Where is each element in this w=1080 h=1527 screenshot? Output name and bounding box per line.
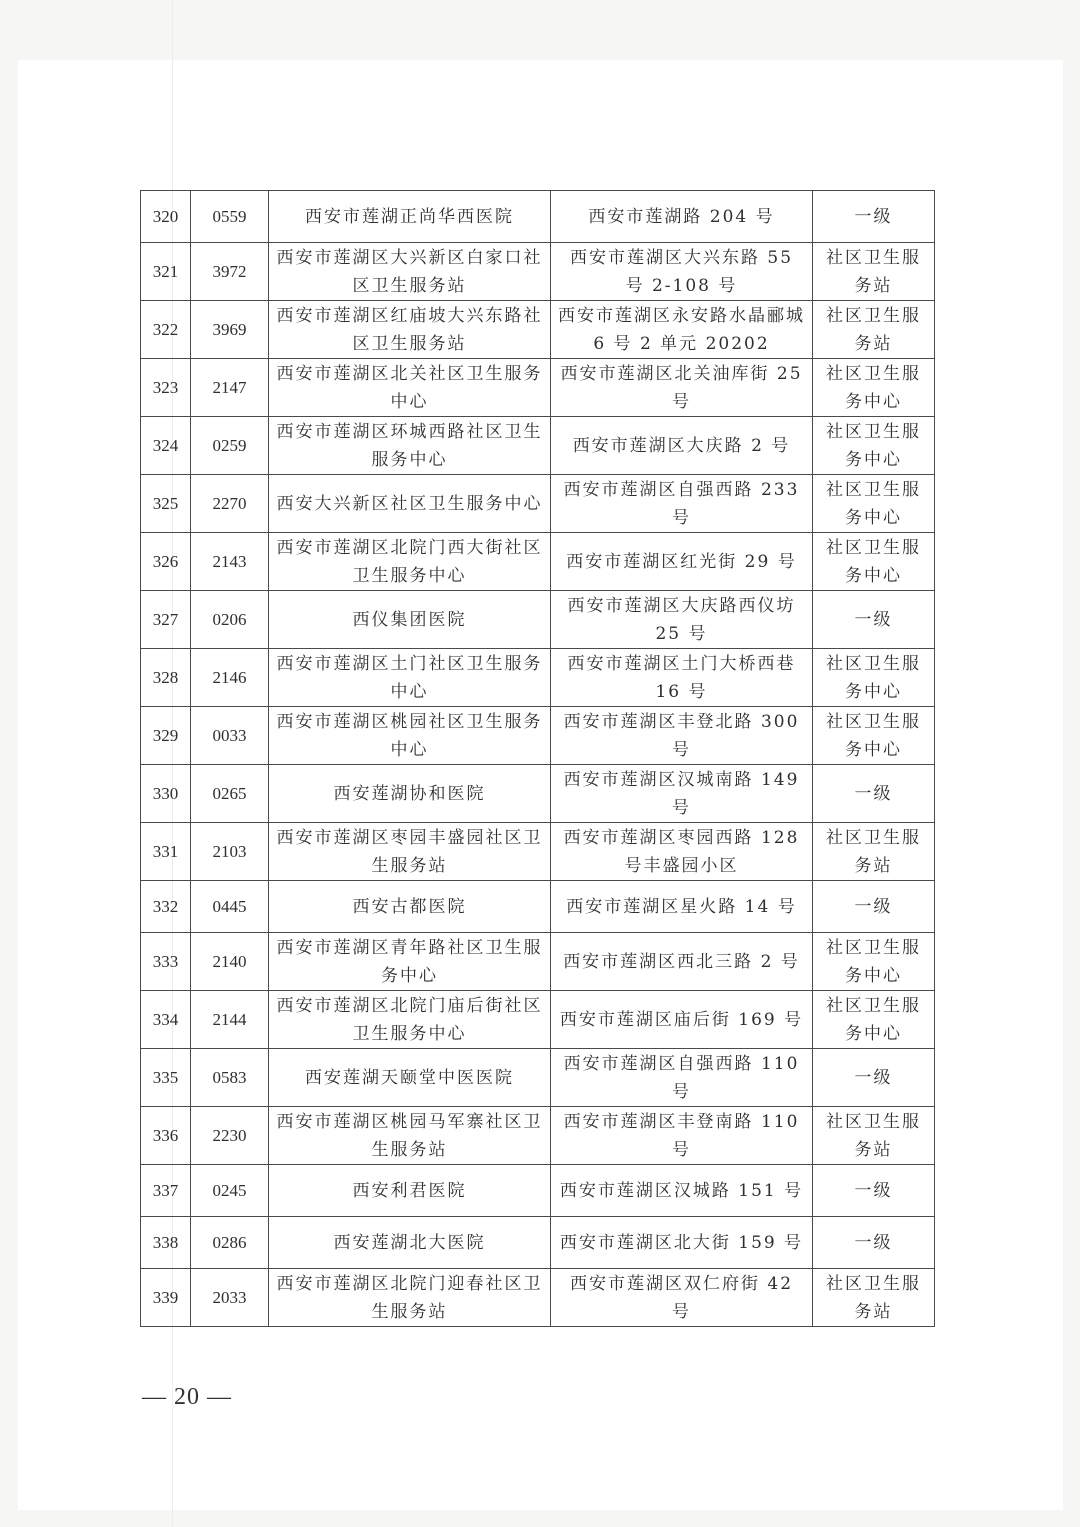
address-cell: 西安市莲湖区自强西路 233 号 — [551, 475, 813, 533]
table-row — [141, 765, 935, 823]
name-cell: 西安古都医院 — [269, 881, 551, 933]
code-cell: 0033 — [191, 707, 269, 765]
seq-cell: 323 — [141, 359, 191, 417]
name-cell: 西安市莲湖区土门社区卫生服务中心 — [269, 649, 551, 707]
name-cell: 西安莲湖协和医院 — [269, 765, 551, 823]
address-cell: 西安市莲湖区大庆路 2 号 — [551, 417, 813, 475]
address-cell: 西安市莲湖区庙后街 169 号 — [551, 991, 813, 1049]
level-cell: 一级 — [813, 881, 935, 933]
name-cell: 西安市莲湖区桃园社区卫生服务中心 — [269, 707, 551, 765]
level-cell: 社区卫生服务中心 — [813, 417, 935, 475]
table-row — [141, 243, 935, 301]
seq-cell: 337 — [141, 1165, 191, 1217]
address-cell: 西安市莲湖区汉城南路 149 号 — [551, 765, 813, 823]
seq-cell: 332 — [141, 881, 191, 933]
table-row — [141, 475, 935, 533]
seq-cell: 335 — [141, 1049, 191, 1107]
seq-cell: 322 — [141, 301, 191, 359]
seq-cell: 328 — [141, 649, 191, 707]
level-cell: 一级 — [813, 1165, 935, 1217]
address-cell: 西安市莲湖区双仁府街 42 号 — [551, 1269, 813, 1327]
address-cell: 西安市莲湖区星火路 14 号 — [551, 881, 813, 933]
level-cell: 社区卫生服务中心 — [813, 533, 935, 591]
address-cell: 西安市莲湖区自强西路 110 号 — [551, 1049, 813, 1107]
address-cell: 西安市莲湖区枣园西路 128 号丰盛园小区 — [551, 823, 813, 881]
code-cell: 3969 — [191, 301, 269, 359]
code-cell: 2230 — [191, 1107, 269, 1165]
name-cell: 西安莲湖天颐堂中医医院 — [269, 1049, 551, 1107]
seq-cell: 324 — [141, 417, 191, 475]
code-cell: 3972 — [191, 243, 269, 301]
name-cell: 西安市莲湖区北院门迎春社区卫生服务站 — [269, 1269, 551, 1327]
table-row — [141, 533, 935, 591]
code-cell: 0245 — [191, 1165, 269, 1217]
table-row — [141, 823, 935, 881]
code-cell: 0286 — [191, 1217, 269, 1269]
address-cell: 西安市莲湖区永安路水晶郦城 6 号 2 单元 20202 — [551, 301, 813, 359]
name-cell: 西安莲湖北大医院 — [269, 1217, 551, 1269]
level-cell: 社区卫生服务站 — [813, 1269, 935, 1327]
level-cell: 社区卫生服务中心 — [813, 707, 935, 765]
level-cell: 社区卫生服务中心 — [813, 475, 935, 533]
level-cell: 一级 — [813, 591, 935, 649]
seq-cell: 331 — [141, 823, 191, 881]
code-cell: 0259 — [191, 417, 269, 475]
name-cell: 西安市莲湖区北院门西大街社区卫生服务中心 — [269, 533, 551, 591]
code-cell: 2144 — [191, 991, 269, 1049]
table-row — [141, 1165, 935, 1217]
name-cell: 西安市莲湖区桃园马军寨社区卫生服务站 — [269, 1107, 551, 1165]
seq-cell: 325 — [141, 475, 191, 533]
name-cell: 西安市莲湖区红庙坡大兴东路社区卫生服务站 — [269, 301, 551, 359]
table-row — [141, 991, 935, 1049]
table-row — [141, 1107, 935, 1165]
address-cell: 西安市莲湖路 204 号 — [551, 191, 813, 243]
code-cell: 2033 — [191, 1269, 269, 1327]
address-cell: 西安市莲湖区土门大桥西巷 16 号 — [551, 649, 813, 707]
seq-cell: 320 — [141, 191, 191, 243]
name-cell: 西安利君医院 — [269, 1165, 551, 1217]
address-cell: 西安市莲湖区红光街 29 号 — [551, 533, 813, 591]
address-cell: 西安市莲湖区大庆路西仪坊 25 号 — [551, 591, 813, 649]
level-cell: 社区卫生服务中心 — [813, 649, 935, 707]
name-cell: 西安市莲湖区北关社区卫生服务中心 — [269, 359, 551, 417]
code-cell: 2143 — [191, 533, 269, 591]
address-cell: 西安市莲湖区丰登南路 110 号 — [551, 1107, 813, 1165]
table-row — [141, 191, 935, 243]
institution-table — [140, 190, 935, 1327]
seq-cell: 326 — [141, 533, 191, 591]
code-cell: 2146 — [191, 649, 269, 707]
seq-cell: 330 — [141, 765, 191, 823]
code-cell: 0559 — [191, 191, 269, 243]
table-row — [141, 359, 935, 417]
code-cell: 0583 — [191, 1049, 269, 1107]
level-cell: 社区卫生服务站 — [813, 301, 935, 359]
level-cell: 社区卫生服务中心 — [813, 359, 935, 417]
address-cell: 西安市莲湖区汉城路 151 号 — [551, 1165, 813, 1217]
address-cell: 西安市莲湖区北大街 159 号 — [551, 1217, 813, 1269]
code-cell: 2270 — [191, 475, 269, 533]
code-cell: 0206 — [191, 591, 269, 649]
seq-cell: 339 — [141, 1269, 191, 1327]
level-cell: 一级 — [813, 765, 935, 823]
address-cell: 西安市莲湖区大兴东路 55 号 2-108 号 — [551, 243, 813, 301]
level-cell: 社区卫生服务中心 — [813, 933, 935, 991]
address-cell: 西安市莲湖区丰登北路 300 号 — [551, 707, 813, 765]
seq-cell: 336 — [141, 1107, 191, 1165]
table-row — [141, 1049, 935, 1107]
page-number: — 20 — — [142, 1384, 232, 1410]
name-cell: 西安市莲湖正尚华西医院 — [269, 191, 551, 243]
table-row — [141, 649, 935, 707]
seq-cell: 327 — [141, 591, 191, 649]
seq-cell: 333 — [141, 933, 191, 991]
table-row — [141, 591, 935, 649]
name-cell: 西安市莲湖区环城西路社区卫生服务中心 — [269, 417, 551, 475]
code-cell: 0445 — [191, 881, 269, 933]
name-cell: 西安市莲湖区青年路社区卫生服务中心 — [269, 933, 551, 991]
table-row — [141, 1217, 935, 1269]
table-row — [141, 417, 935, 475]
code-cell: 2103 — [191, 823, 269, 881]
name-cell: 西安市莲湖区北院门庙后街社区卫生服务中心 — [269, 991, 551, 1049]
seq-cell: 334 — [141, 991, 191, 1049]
level-cell: 一级 — [813, 1049, 935, 1107]
level-cell: 一级 — [813, 191, 935, 243]
level-cell: 社区卫生服务站 — [813, 243, 935, 301]
address-cell: 西安市莲湖区北关油库街 25 号 — [551, 359, 813, 417]
seq-cell: 338 — [141, 1217, 191, 1269]
table-row — [141, 933, 935, 991]
level-cell: 社区卫生服务中心 — [813, 991, 935, 1049]
code-cell: 2140 — [191, 933, 269, 991]
code-cell: 2147 — [191, 359, 269, 417]
level-cell: 社区卫生服务站 — [813, 823, 935, 881]
seq-cell: 329 — [141, 707, 191, 765]
table-row — [141, 1269, 935, 1327]
table-row — [141, 301, 935, 359]
seq-cell: 321 — [141, 243, 191, 301]
table-row — [141, 707, 935, 765]
code-cell: 0265 — [191, 765, 269, 823]
name-cell: 西安市莲湖区枣园丰盛园社区卫生服务站 — [269, 823, 551, 881]
name-cell: 西安大兴新区社区卫生服务中心 — [269, 475, 551, 533]
name-cell: 西安市莲湖区大兴新区白家口社区卫生服务站 — [269, 243, 551, 301]
address-cell: 西安市莲湖区西北三路 2 号 — [551, 933, 813, 991]
name-cell: 西仪集团医院 — [269, 591, 551, 649]
level-cell: 一级 — [813, 1217, 935, 1269]
level-cell: 社区卫生服务站 — [813, 1107, 935, 1165]
table-row — [141, 881, 935, 933]
